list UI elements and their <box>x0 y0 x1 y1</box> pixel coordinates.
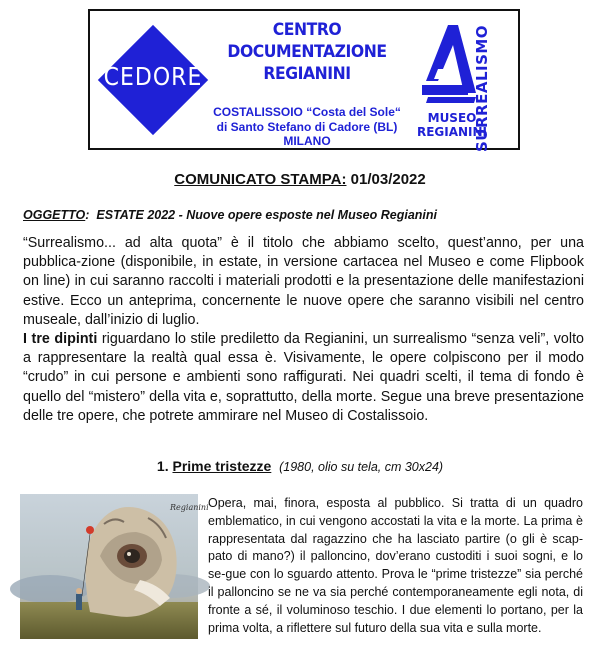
surrealismo-vertical-text: SURREALISMO <box>473 24 491 152</box>
svg-text:Regianini: Regianini <box>170 503 209 512</box>
letterhead <box>88 9 520 150</box>
work-title <box>0 458 600 474</box>
press-release-date: 01/03/2022 <box>350 171 426 188</box>
work-number: 1. <box>156 458 169 474</box>
subject-text: ESTATE 2022 - Nuove opere esposte nel Museo Regianini <box>96 208 437 222</box>
center-title-line: CENTRO <box>272 20 342 40</box>
address-line: di Santo Stefano di Cadore (BL) <box>216 119 398 134</box>
press-release-heading <box>0 171 600 188</box>
painting-skull-icon <box>20 494 209 639</box>
work-meta: (1980, olio su tela, cm 30x24) <box>279 460 444 474</box>
center-title-line: DOCUMENTAZIONE <box>227 42 387 62</box>
work-name: Prime tristezze <box>172 458 272 474</box>
museo-regianini-logo <box>412 19 516 152</box>
address-line: MILANO <box>283 134 331 148</box>
body-text <box>23 234 584 426</box>
paragraph-paintings <box>23 330 584 426</box>
paragraph-intro: “Surrealismo... ad alta quota” è il titolo che abbiamo scelto, quest’anno, per una pubblica-zione (disponibile, in estate, in versione cartacea nel Museo e come Flipbook on line) in cui saranno raccolti i materiali prodotti e la presentazione delle manifestazioni estive. Ecco un anteprima, concernente le nuove opere che saranno visibili nel centro museale, dall’inizio di luglio. <box>23 235 584 328</box>
subject-line: OGGETTO: ESTATE 2022 - Nuove opere esposte nel Museo Regianini <box>23 208 437 222</box>
museo-text: MUSEO <box>427 111 477 125</box>
paragraph-bold-lead: I tre dipinti <box>23 331 98 348</box>
subject-label: OGGETTO <box>23 208 86 222</box>
center-title-line: REGIANINI <box>263 64 351 84</box>
painting-image <box>20 494 209 639</box>
work-description: Opera, mai, finora, esposta al pubblico. Si tratta di un quadro emblematico, in cui vengono accostati la vita e la morte. La prima è rappresentata dal ragazzino che ha lasciato partire (o gli è scap-pato di mano?) il palloncino, dov’erano custoditi i suoi sogni, e lo se-gue con lo sguardo attento. Prova le “prime tristezze” sia perché il palloncino se ne va sia perché contemporaneamente egli nota, di fronte a sé, il voluminoso teschio. I due elementi lo portano, per la prima volta, a riflettere sul futuro della sua vita e sulla morte. <box>208 496 583 635</box>
paragraph-rest: riguardano lo stile prediletto da Regianini, un surrealismo “senza veli”, volto a rappresentare la realtà qual essa è. Visivamente, le opere colpiscono per il modo “crudo” in cui persone e ambienti sono raffigurati. Nei quadri scelti, il tema di fondo è quello del “mistero” della vita e, soprattutto, della morte. Segue una breve presentazione delle tre opere, che potrete ammirare nel Museo di Costalissoio. <box>23 331 584 424</box>
cedore-logo <box>98 25 208 135</box>
regianini-text: REGIANINI <box>416 125 488 139</box>
address-line: COSTALISSOIO “Costa del Sole“ <box>213 105 401 119</box>
address-block <box>202 105 412 149</box>
press-release-label: COMUNICATO STAMPA: <box>174 171 347 188</box>
cedore-logo-text: CEDORE <box>103 63 203 92</box>
center-title <box>220 19 395 85</box>
